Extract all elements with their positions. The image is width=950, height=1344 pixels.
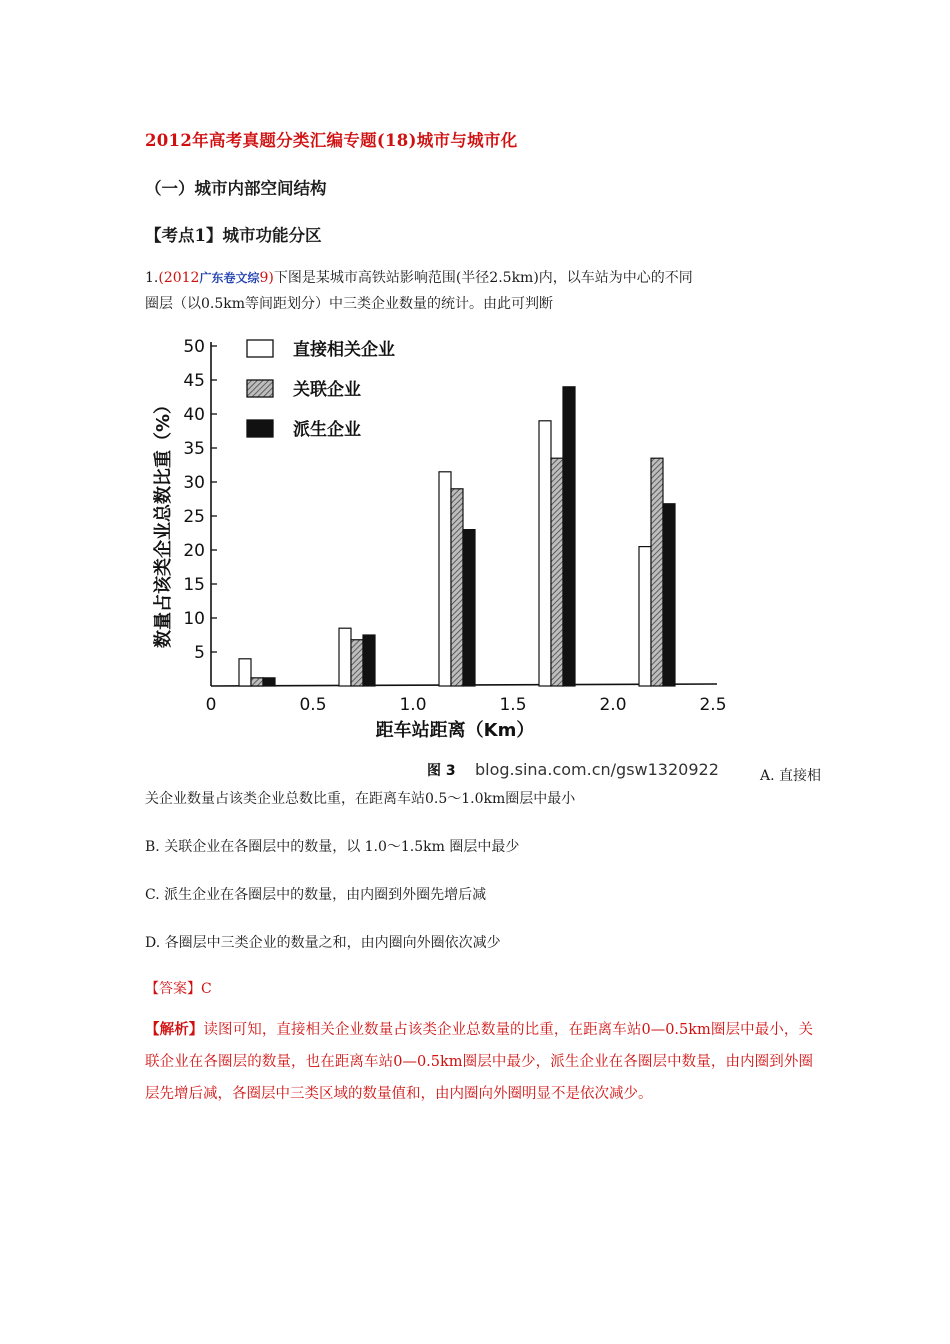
question-number: 1. [145, 270, 159, 286]
x-tick-label: 1.5 [499, 695, 527, 715]
topic-heading: 【考点1】城市功能分区 [145, 226, 322, 245]
question-text-1: 下图是某城市高铁站影响范围(半径2.5km)内，以车站为中心的不同 [273, 270, 693, 286]
bar-1-cat-5 [639, 547, 651, 686]
option-c: C. 派生企业在各圈层中的数量，由内圈到外圈先增后减 [145, 887, 487, 903]
y-tick-label: 15 [183, 575, 205, 595]
legend-label: 直接相关企业 [293, 340, 395, 360]
bar-3-cat-1 [263, 678, 275, 686]
legend-label: 关联企业 [293, 380, 361, 400]
bar-3-cat-4 [563, 387, 575, 686]
bar-1-cat-4 [539, 421, 551, 686]
x-tick-label: 2.5 [699, 695, 727, 715]
x-tick-label: 0.5 [299, 695, 327, 715]
question-line-2: 圈层（以0.5km等间距划分）中三类企业数量的统计。由此可判断 [145, 296, 554, 312]
question-line-1 [145, 266, 815, 290]
y-tick-label: 30 [183, 473, 205, 493]
bar-3-cat-5 [663, 504, 675, 686]
legend-label: 派生企业 [293, 420, 361, 440]
chart-labels [152, 396, 719, 779]
y-tick-label: 35 [183, 439, 205, 459]
x-tick-label: 2.0 [599, 695, 627, 715]
legend-swatch [247, 340, 273, 357]
watermark-text: blog.sina.com.cn/gsw1320922 [475, 760, 719, 779]
bar-2-cat-4 [551, 458, 563, 686]
y-axis-title: 数量占该类企业总数比重（%） [153, 395, 174, 649]
y-tick-label: 10 [183, 609, 205, 629]
legend-swatch [247, 420, 273, 437]
question-source-open: (2012 [158, 270, 200, 286]
analysis-label: 【解析】 [145, 1021, 204, 1038]
option-d: D. 各圈层中三类企业的数量之和，由内圈向外圈依次减少 [145, 935, 501, 951]
option-a-continued: 关企业数量占该类企业总数比重，在距离车站0.5～1.0km圈层中最小 [145, 791, 576, 807]
section-heading: （一）城市内部空间结构 [145, 179, 327, 198]
y-tick-label: 25 [183, 507, 205, 527]
chart-legend [247, 339, 395, 440]
answer: 【答案】C [145, 981, 212, 997]
analysis-text: 读图可知，直接相关企业数量占该类企业总数量的比重，在距离车站0—0.5km圈层中最小，关联企业在各圈层的数量，也在距离车站0—0.5km圈层中最少，派生企业在各圈层中数量，由内圈到外圈层先增后减，各圈层中三类区域的数量值和，由内圈向外圈明显不是依次减少。 [145, 1022, 814, 1102]
question-source-close: 9) [259, 270, 274, 286]
bar-3-cat-2 [363, 635, 375, 686]
bar-1-cat-2 [339, 628, 351, 686]
x-axis-title: 距车站距离（Km） [375, 720, 535, 741]
y-tick-label: 45 [183, 371, 205, 391]
figure-label: 图 3 [427, 763, 456, 779]
x-tick-label: 0 [205, 695, 217, 715]
y-tick-label: 5 [194, 643, 205, 663]
bar-3-cat-3 [463, 530, 475, 686]
bar-2-cat-3 [451, 489, 463, 686]
option-b: B. 关联企业在各圈层中的数量，以 1.0～1.5km 圈层中最少 [145, 839, 520, 855]
x-tick-label: 1.0 [399, 695, 427, 715]
bar-chart [145, 328, 765, 788]
question-source-paper: 广东卷文综 [199, 271, 260, 285]
analysis [145, 1014, 813, 1110]
bar-1-cat-3 [439, 472, 451, 686]
bar-2-cat-5 [651, 458, 663, 686]
legend-swatch [247, 380, 273, 397]
y-tick-label: 40 [183, 405, 205, 425]
y-tick-label: 20 [183, 541, 205, 561]
bar-2-cat-2 [351, 640, 363, 686]
page-title: 2012年高考真题分类汇编专题(18)城市与城市化 [145, 131, 518, 150]
bar-1-cat-1 [239, 659, 251, 686]
y-tick-label: 50 [183, 337, 205, 357]
option-a-start: A. 直接相 [760, 768, 822, 784]
bar-2-cat-1 [251, 678, 263, 686]
